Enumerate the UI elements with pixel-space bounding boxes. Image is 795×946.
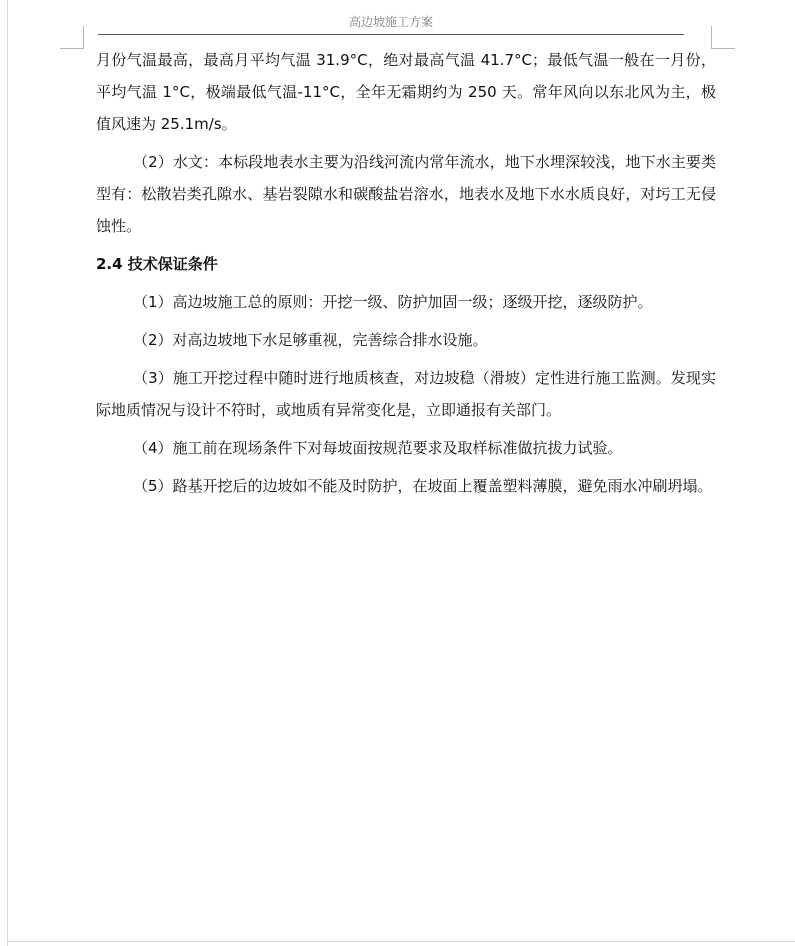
crop-mark-left-horizontal <box>60 48 83 49</box>
header-rule <box>98 34 684 35</box>
paragraph-climate: 月份气温最高，最高月平均气温 31.9°C，绝对最高气温 41.7°C；最低气温一般在一月份，平均气温 1°C，极端最低气温-11°C，全年无霜期约为 250 天。常年风向以东北风为主，极值风速为 25.1m/s。 <box>96 51 716 133</box>
section-heading: 2.4 技术保证条件 <box>96 255 218 273</box>
document-body <box>96 44 716 508</box>
page-header: 高边坡施工方案 <box>348 15 433 29</box>
crop-mark-left-vertical <box>83 26 84 49</box>
paragraph-protection: （5）路基开挖后的边坡如不能及时防护，在坡面上覆盖塑料薄膜，避免雨水冲刷坍塌。 <box>133 477 713 495</box>
paragraph-principle: （1）高边坡施工总的原则：开挖一级、防护加固一级；逐级开挖，逐级防护。 <box>133 293 653 311</box>
paragraph-geology-check: （3）施工开挖过程中随时进行地质核查，对边坡稳（滑坡）定性进行施工监测。发现实际地质情况与设计不符时，或地质有异常变化是，立即通报有关部门。 <box>96 369 716 419</box>
page-edge-left <box>7 0 8 946</box>
page-edge-bottom <box>7 941 795 942</box>
paragraph-groundwater: （2）对高边坡地下水足够重视，完善综合排水设施。 <box>133 331 488 349</box>
paragraph-hydrology: （2）水文：本标段地表水主要为沿线河流内常年流水，地下水埋深较浅，地下水主要类型有：松散岩类孔隙水、基岩裂隙水和碳酸盐岩溶水，地表水及地下水水质良好，对圬工无侵蚀性。 <box>96 153 716 235</box>
paragraph-pullout-test: （4）施工前在现场条件下对每坡面按规范要求及取样标准做抗拔力试验。 <box>133 439 623 457</box>
